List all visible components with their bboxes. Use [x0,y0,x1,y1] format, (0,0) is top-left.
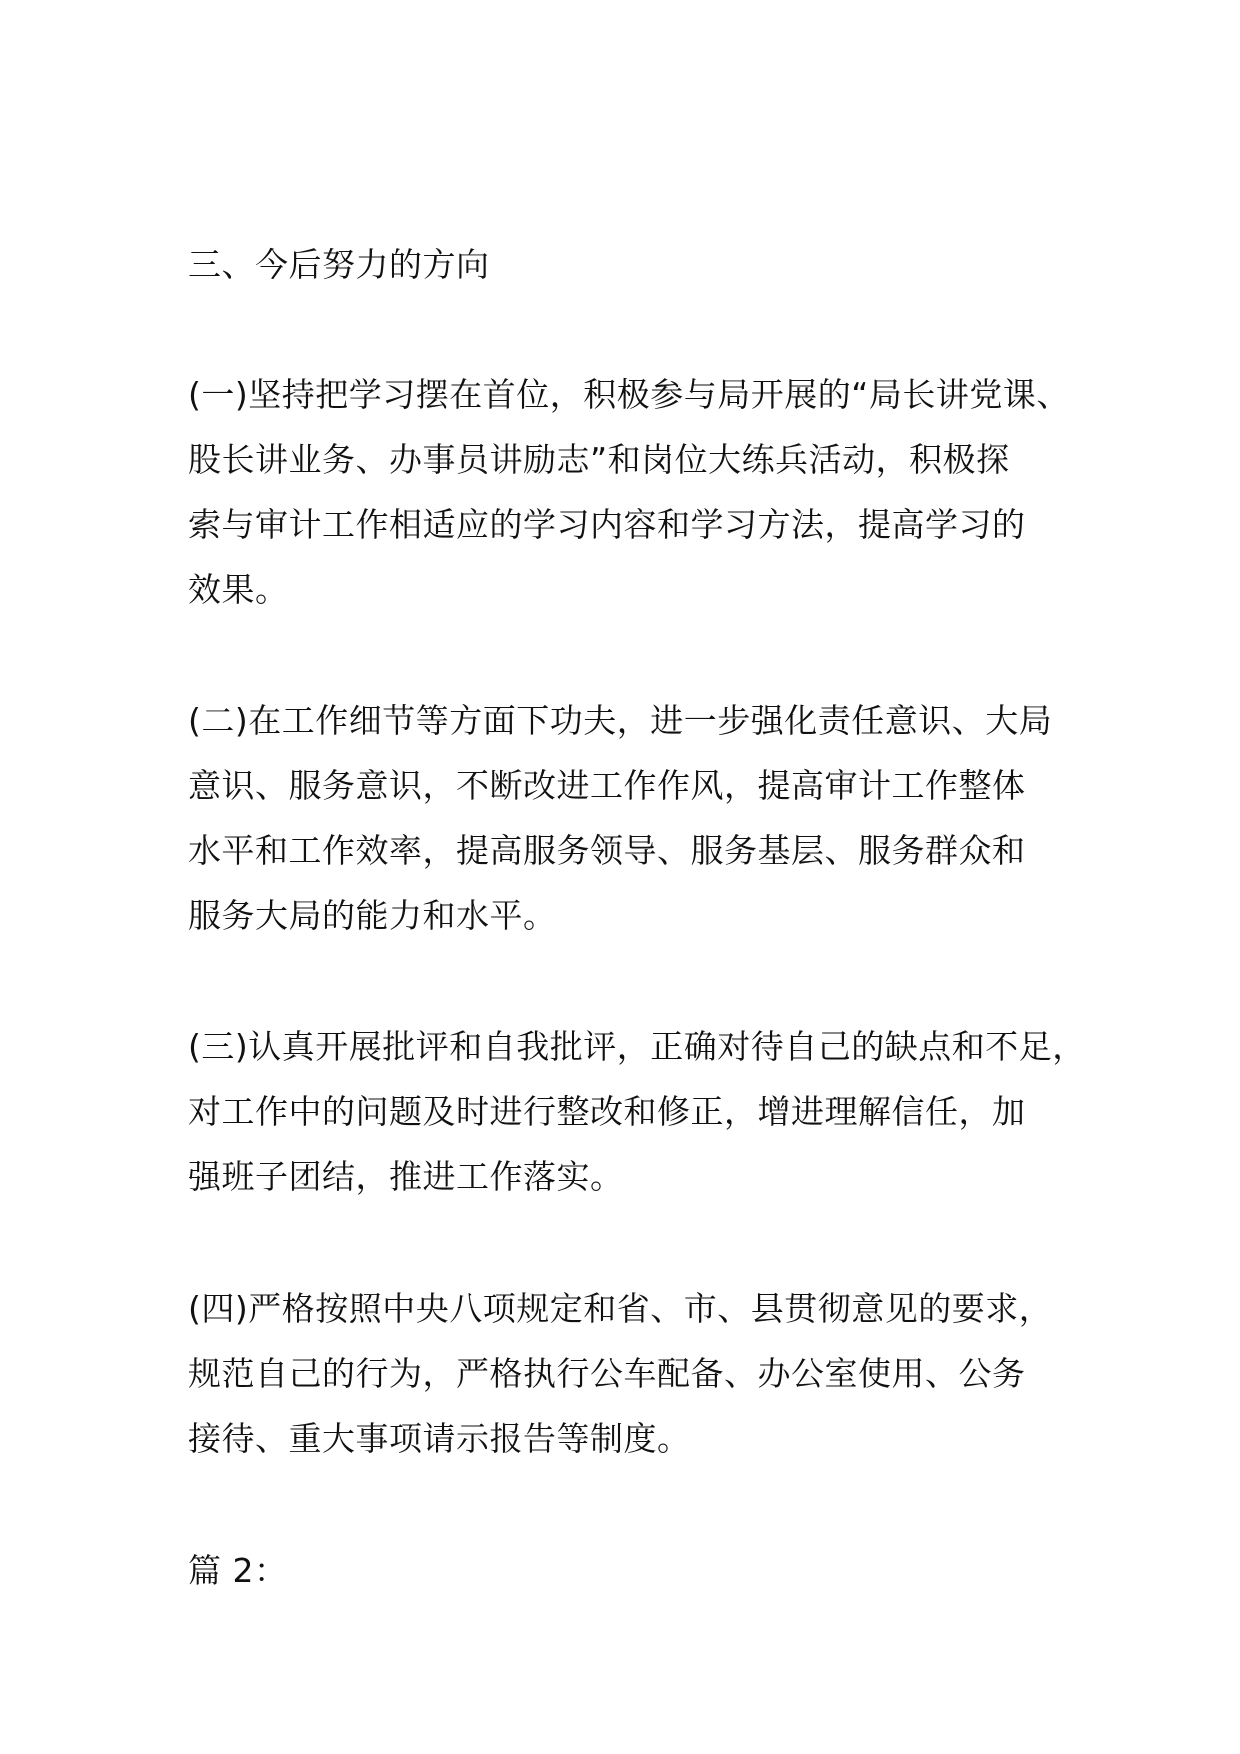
paragraph-line: (二)在工作细节等方面下功夫，进一步强化责任意识、大局 [188,701,1053,740]
paragraph-1 [188,362,1098,622]
section-label-text: 篇 2： [188,1551,288,1590]
paragraph-line: (一)坚持把学习摆在首位，积极参与局开展的“局长讲党课、 [188,375,1070,414]
paragraph-3 [188,1014,1098,1209]
paragraph-line: (三)认真开展批评和自我批评，正确对待自己的缺点和不足， [188,1027,1086,1066]
heading-text: 三、今后努力的方向 [188,245,490,284]
paragraph-line: 接待、重大事项请示报告等制度。 [188,1419,691,1458]
paragraph-line: 索与审计工作相适应的学习内容和学习方法，提高学习的 [188,505,1026,544]
paragraph-line: 股长讲业务、办事员讲励志”和岗位大练兵活动，积极探 [188,440,1010,479]
paragraph-line: 水平和工作效率，提高服务领导、服务基层、服务群众和 [188,831,1026,870]
paragraph-line: 强班子团结，推进工作落实。 [188,1157,624,1196]
paragraph-line: 规范自己的行为，严格执行公车配备、办公室使用、公务 [188,1354,1026,1393]
paragraph-2 [188,688,1098,948]
paragraph-line: 服务大局的能力和水平。 [188,896,557,935]
paragraph-line: 意识、服务意识，不断改进工作作风，提高审计工作整体 [188,766,1026,805]
paragraph-4 [188,1276,1098,1471]
paragraph-line: 效果。 [188,570,289,609]
paragraph-line: (四)严格按照中央八项规定和省、市、县贯彻意见的要求， [188,1289,1053,1328]
paragraph-line: 对工作中的问题及时进行整改和修正，增进理解信任，加 [188,1092,1026,1131]
section-label [188,1538,1098,1603]
section-heading [188,232,1098,297]
